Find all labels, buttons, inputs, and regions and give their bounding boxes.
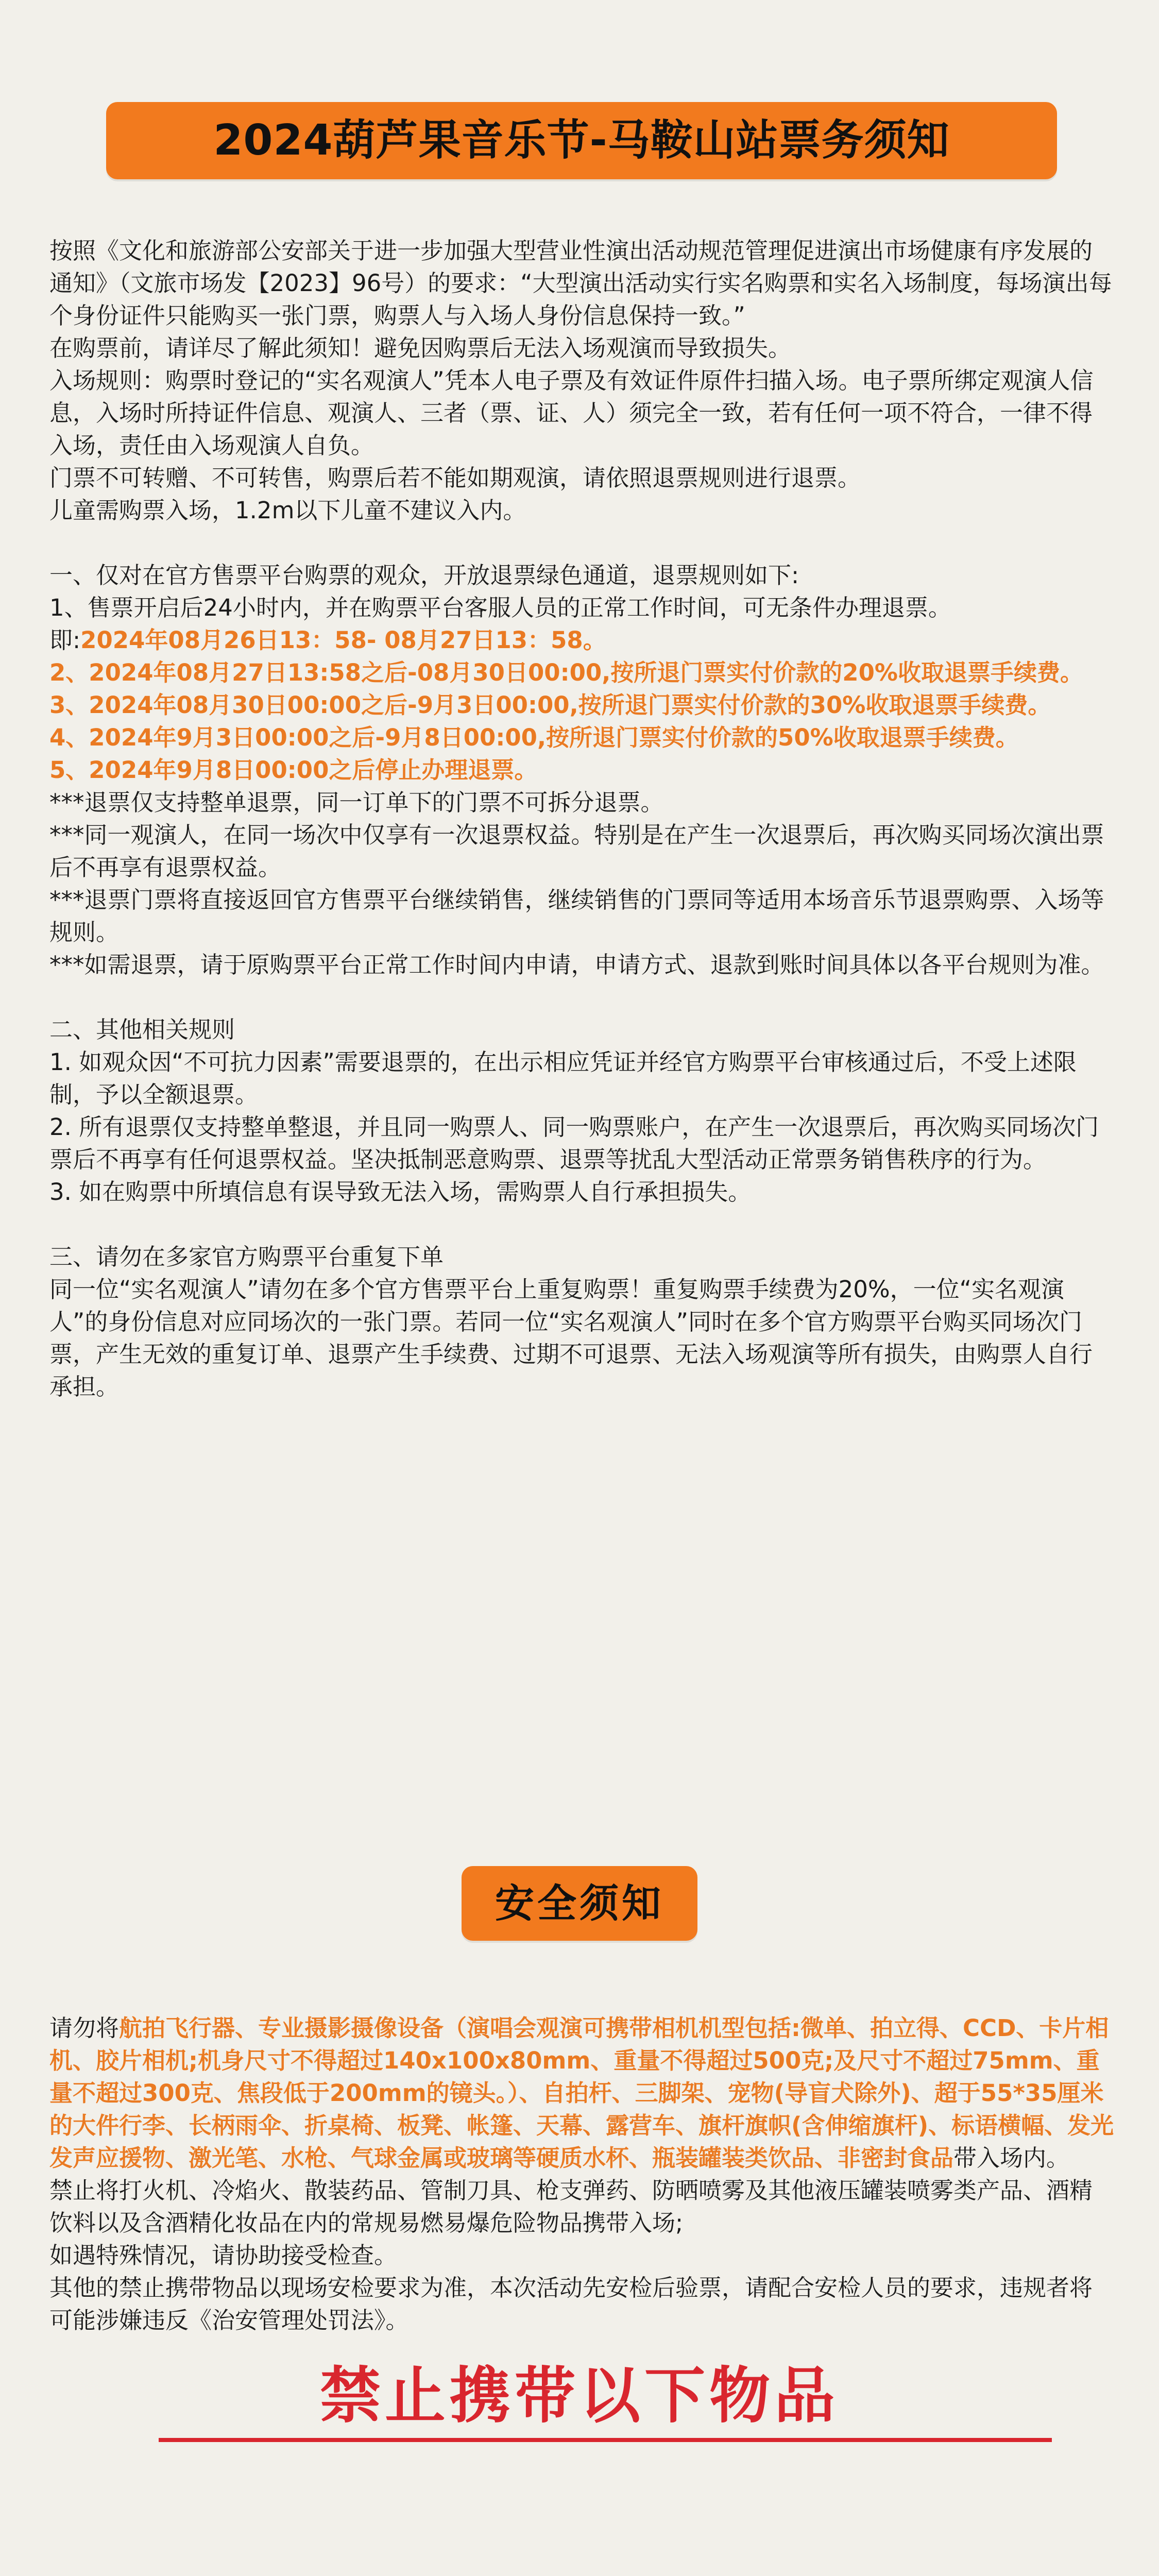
poison-icon: [909, 2573, 1064, 2576]
multi-platform-heading: 三、请勿在多家官方购票平台重复下单: [49, 1243, 444, 1270]
refund-note-2: ***同一观演人，在同一场次中仅享有一次退票权益。特别是在产生一次退票后，再次购买同场次演出票后不再享有退票权益。: [49, 821, 1104, 881]
other-rule-1: 1. 如观众因“不可抗力因素”需要退票的，在出示相应凭证并经官方购票平台审核通过后，不受上述限制，予以全额退票。: [49, 1048, 1077, 1108]
safety-prefix: 请勿将: [49, 2014, 120, 2042]
ticket-notice-body: [49, 234, 1115, 1403]
other-rule-2: 2. 所有退票仅支持整单整退，并且同一购票人、同一购票账户，在产生一次退票后，再次购买同场次门票后不再享有任何退票权益。坚决抵制恶意购票、退票等扰乱大型活动正常票务销售秩序的行为。: [49, 1113, 1099, 1173]
safety-notice-body: [49, 2012, 1115, 2336]
syringe-icon: [639, 2573, 793, 2576]
refund-rule-2: 2、2024年08月27日13:58之后-08月30日00:00,按所退门票实付价款的20%收取退票手续费。: [49, 659, 1084, 686]
other-rule-3: 3. 如在购票中所填信息有误导致无法入场，需购票人自行承担损失。: [49, 1178, 752, 1206]
refund-note-1: ***退票仅支持整单退票，同一订单下的门票不可拆分退票。: [49, 789, 664, 816]
refund-rule-1-window: 2024年08月26日13：58- 08月27日13：58。: [80, 626, 606, 654]
pet-icon: [98, 2573, 252, 2576]
refund-rule-5: 5、2024年9月8日00:00之后停止办理退票。: [49, 756, 538, 784]
fire-icon: [366, 2573, 520, 2576]
safety-paragraph-2: 禁止将打火机、冷焰火、散装药品、管制刀具、枪支弹药、防晒喷雾及其他液压罐装喷雾类产品、酒精饮料以及含酒精化妆品在内的常规易燃易爆危险物品携带入场;: [49, 2177, 1093, 2236]
safety-title: 安全须知: [462, 1866, 697, 1941]
safety-paragraph-3: 如遇特殊情况，请协助接受检查。: [49, 2242, 398, 2269]
multi-platform-text: 同一位“实名观演人”请勿在多个官方售票平台上重复购票！重复购票手续费为20%，一位“实名观演人”的身份信息对应同场次的一张门票。若同一位“实名观演人”同时在多个官方购票平台购买同场次门票，产生无效的重复订单、退票产生手续费、过期不可退票、无法入场观演等所有损失，由购票人自行承担。: [49, 1276, 1093, 1400]
safety-paragraph-1: [49, 2012, 1115, 2174]
banned-items-title: 禁止携带以下物品: [319, 2360, 839, 2431]
banned-item: [878, 2573, 1095, 2576]
refund-rule-3: 3、2024年08月30日00:00之后-9月3日00:00,按所退门票实付价款的30%收取退票手续费。: [49, 691, 1051, 719]
safety-paragraph-4: 其他的禁止携带物品以现场安检要求为准，本次活动先安检后验票，请配合安检人员的要求，违规者将可能涉嫌违反《治安管理处罚法》。: [49, 2274, 1093, 2334]
intro-paragraph-4: 门票不可转赠、不可转售，购票后若不能如期观演，请依照退票规则进行退票。: [49, 464, 861, 492]
intro-paragraph-5: 儿童需购票入场，1.2m以下儿童不建议入内。: [49, 497, 526, 524]
refund-note-4: ***如需退票，请于原购票平台正常工作时间内申请，申请方式、退款到账时间具体以各平台规则为准。: [49, 951, 1104, 978]
refund-rule-4: 4、2024年9月3日00:00之后-9月8日00:00,按所退门票实付价款的50%收取退票手续费。: [49, 724, 1019, 751]
refund-heading: 一、仅对在官方售票平台购票的观众，开放退票绿色通道，退票规则如下:: [49, 562, 799, 589]
page-title: 2024葫芦果音乐节-马鞍山站票务须知: [106, 102, 1057, 179]
safety-suffix: 带入场内。: [953, 2144, 1070, 2172]
refund-rule-1: 1、售票开启后24小时内，并在购票平台客服人员的正常工作时间，可无条件办理退票。: [49, 594, 951, 621]
banned-item: [335, 2573, 551, 2576]
intro-paragraph-3: 入场规则：购票时登记的“实名观演人”凭本人电子票及有效证件原件扫描入场。电子票所绑定观演人信息，入场时所持证件信息、观演人、三者（票、证、人）须完全一致，若有任何一项不符合，一律不得入场，责任由入场观演人自负。: [49, 367, 1094, 459]
other-rules-heading: 二、其他相关规则: [49, 1016, 235, 1043]
safety-prohibited-list: 航拍飞行器、专业摄影摄像设备（演唱会观演可携带相机机型包括:微单、拍立得、CCD、卡片相机、胶片相机;机身尺寸不得超过140x100x80mm、重量不得超过500克;及尺寸不超过75mm、重量不超过300克、焦段低于200mm的镜头。）、自拍杆、三脚架、宠物(导盲犬除外)、超于55*35厘米的大件行李、长柄雨伞、折桌椅、板凳、帐篷、天幕、露营车、旗杆旗帜(含伸缩旗杆)、标语横幅、发光发声应援物、激光笔、水枪、气球金属或玻璃等硬质水杯、瓶装罐装类饮品、非密封食品: [49, 2014, 1114, 2172]
intro-paragraph-2: 在购票前，请详尽了解此须知！避免因购票后无法入场观演而导致损失。: [49, 334, 792, 362]
banned-title-divider: [159, 2438, 1052, 2442]
intro-paragraph-1: 按照《文化和旅游部公安部关于进一步加强大型营业性演出活动规范管理促进演出市场健康有序发展的通知》（文旅市场发【2023】96号）的要求：“大型演出活动实行实名购票和实名入场制度，每场演出每个身份证件只能购买一张门票，购票人与入场人身份信息保持一致。”: [49, 237, 1112, 329]
refund-rule-1-prefix: 即:: [49, 626, 81, 654]
refund-rule-1-dates: [49, 624, 1115, 656]
banned-item: [67, 2573, 283, 2576]
banned-item: [608, 2573, 824, 2576]
refund-note-3: ***退票门票将直接返回官方售票平台继续销售，继续销售的门票同等适用本场音乐节退票购票、入场等规则。: [49, 886, 1104, 946]
